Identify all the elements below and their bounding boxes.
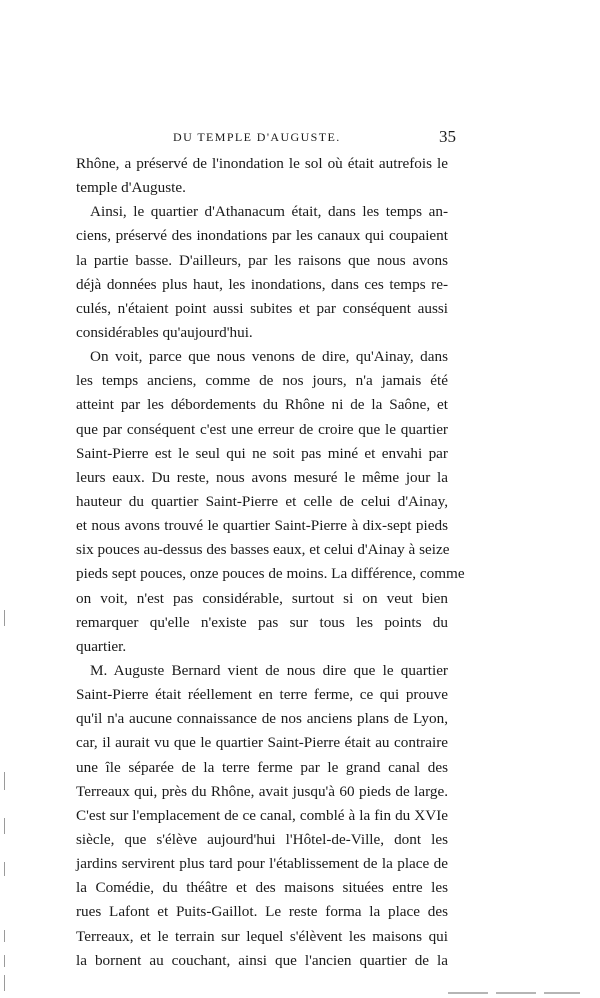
scan-margin-mark (4, 818, 5, 834)
scan-edge-mark (544, 992, 580, 994)
text-line: siècle, que s'élève aujourd'hui l'Hôtel-de-Ville, dont les (76, 830, 448, 848)
text-line: Saint-Pierre était réellement en terre ferme, ce qui prouve (76, 686, 448, 704)
scan-margin-mark (4, 975, 5, 991)
scan-margin-mark (4, 930, 5, 942)
text-line: rues Lafont et Puits-Gaillot. Le reste forma la place des (76, 903, 448, 921)
text-line: on voit, n'est pas considérable, surtout si on veut bien (76, 589, 448, 607)
text-line: six pouces au-dessus des basses eaux, et celui d'Ainay à seize (76, 541, 450, 559)
running-title: DU TEMPLE D'AUGUSTE. (173, 130, 341, 144)
text-line: une île séparée de la terre ferme par le grand canal des (76, 758, 448, 776)
text-line: remarquer qu'elle n'existe pas sur tous les points du (76, 613, 448, 631)
text-line: temple d'Auguste. (76, 179, 186, 197)
text-line: atteint par les débordements du Rhône ni de la Saône, et (76, 396, 448, 414)
text-line: les temps anciens, comme de nos jours, n'a jamais été (76, 372, 448, 390)
text-line: considérables qu'aujourd'hui. (76, 323, 253, 341)
scan-margin-mark (4, 610, 5, 626)
scan-margin-mark (4, 772, 5, 790)
text-line: hauteur du quartier Saint-Pierre et celle de celui d'Ainay, (76, 492, 448, 510)
scan-margin-mark (4, 955, 5, 967)
text-line: et nous avons trouvé le quartier Saint-Pierre à dix-sept pieds (76, 517, 448, 535)
text-line: Ainsi, le quartier d'Athanacum était, dans les temps an- (90, 203, 448, 221)
text-line: qu'il n'a aucune connaissance de nos anciens plans de Lyon, (76, 710, 448, 728)
scan-edge-mark (448, 992, 488, 994)
text-line: quartier. (76, 637, 127, 655)
text-line: la Comédie, du théâtre et des maisons situées entre les (76, 879, 448, 897)
text-line: jardins servirent plus tard pour l'établissement de la place de (76, 855, 448, 873)
text-line: M. Auguste Bernard vient de nous dire que le quartier (90, 661, 448, 679)
text-line: ciens, préservé des inondations par les canaux qui coupaient (76, 227, 448, 245)
running-head (78, 127, 456, 150)
text-line: C'est sur l'emplacement de ce canal, comblé à la fin du XVIe (76, 806, 448, 824)
text-line: pieds sept pouces, onze pouces de moins. La différence, comme (76, 565, 465, 583)
text-line: Terreaux qui, près du Rhône, avait jusqu'à 60 pieds de large. (76, 782, 448, 800)
text-line: que par conséquent c'est une erreur de croire que le quartier (76, 420, 448, 438)
text-line: déjà données plus haut, les inondations, dans ces temps re- (76, 275, 448, 293)
scan-edge-mark (496, 992, 536, 994)
scan-margin-mark (4, 862, 5, 876)
text-line: car, il aurait vu que le quartier Saint-Pierre était au contraire (76, 734, 448, 752)
text-line: Terreaux, et le terrain sur lequel s'élèvent les maisons qui (76, 927, 448, 945)
text-line: Saint-Pierre est le seul qui ne soit pas miné et envahi par (76, 444, 448, 462)
text-line: On voit, parce que nous venons de dire, qu'Ainay, dans (90, 348, 448, 366)
body-text (76, 152, 465, 973)
text-line: culés, n'étaient point aussi subites et par conséquent aussi (76, 299, 448, 317)
page-number: 35 (439, 127, 456, 146)
text-line: la partie basse. D'ailleurs, par les raisons que nous avons (76, 251, 448, 269)
text-line: Rhône, a préservé de l'inondation le sol où était autrefois le (76, 155, 448, 172)
text-line: leurs eaux. Du reste, nous avons mesuré le même jour la (76, 468, 448, 486)
text-line: la bornent au couchant, ainsi que l'ancien quartier de la (76, 951, 448, 969)
